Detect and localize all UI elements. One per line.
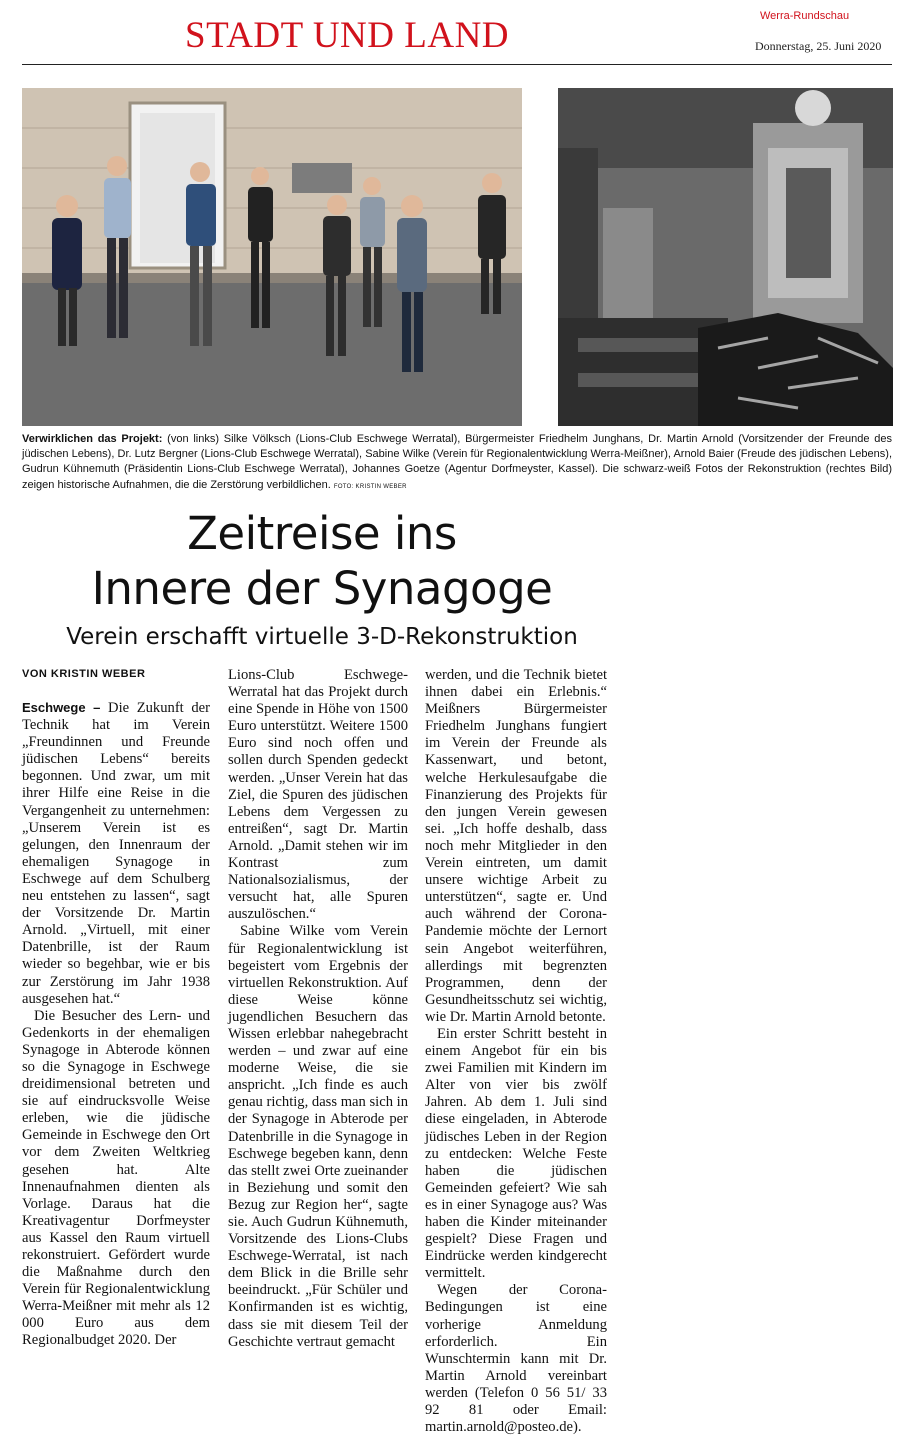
photo-credit: FOTO: KRISTIN WEBER	[333, 483, 407, 490]
paragraph-3: Sabine Wilke vom Verein für Regionalentwicklung ist begeistert vom Ergebnis der virtuellen Rekonstruktion. Auf diese Weise könne jugendlichen Besuchern das Wissen erlebbar nahegebracht werden – und zwar auf eine moderne Weise, die sie anspricht. „Ich finde es auch genau richtig, dass man sich in der Synagoge in Abterode per Datenbrille in die Synagoge in Eschwege begeben kann, denn das stellt zwei Orte zueinander in Beziehung und somit den Bezug zur Region her“, sagte sie. Auch Gudrun Kühnemuth, Vorsitzende des Lions-Clubs Eschwege-Werratal, ist nach dem Blick in die Brille sehr beeindruckt. „Für Schüler und Konfirmanden ist es wichtig, dass sie mit diesem Teil der Geschichte vertraut gemacht	[228, 923, 408, 1350]
dateline: Eschwege –	[22, 700, 101, 715]
section-title: STADT UND LAND	[185, 15, 510, 56]
article-column-1	[22, 699, 210, 1350]
photo-caption	[22, 432, 892, 495]
group-photo-illustration	[22, 88, 522, 426]
caption-text: (von links) Silke Völksch (Lions-Club Eschwege Werratal), Bürgermeister Friedhelm Junghans, Dr. Martin Arnold (Vorsitzender der Freunde des jüdischen Lebens), Dr. Lutz Bergner (Lions-Club Eschwege Werratal), Sabine Wilke (Verein für Regionalentwicklung Werra-Meißner), Arnold Baier (Freude des jüdischen Lebens), Gudrun Kühnemuth (Präsidentin Lions-Club Eschwege Werratal), Johannes Goetze (Agentur Dorfmeyster, Kassel). Die schwarz-weiß Fotos der Rekonstruktion (rechtes Bild) zeigen historische Aufnahmen, die die Zerstörung verbildlichen.	[22, 433, 892, 491]
paragraph-continued: werden, und die Technik bietet ihnen dabei ein Erlebnis.“ Meißners Bürgermeister Friedhelm Junghans fungiert im Verein der Freunde als Kassenwart, und betont, welche Herkulesaufgabe die Finanzierung des Projekts für den jungen Verein gewesen sei. „Ich hoffe deshalb, dass noch mehr Mitglieder in den Verein eintreten, um damit unsere wichtige Arbeit zu unterstützen“, sagte er. Und auch während der Corona-Pandemie möchte der Lernort sein Angebot weiterführen, allerdings mit begrenzten Programmen, denn der Gesundheitsschutz sei wichtig, wie Dr. Martin Arnold betonte.	[425, 667, 607, 1025]
caption-lead: Verwirklichen das Projekt:	[22, 433, 163, 445]
article-column-2	[228, 667, 408, 1351]
historic-synagogue-photo	[558, 88, 893, 426]
byline: VON KRISTIN WEBER	[22, 668, 146, 680]
paragraph-4: Ein erster Schritt besteht in einem Angebot für ein bis zwei Familien mit Kindern im Alter von vier bis zwölf Jahren. Ab dem 1. Juli sind diese eingeladen, in Abterode jüdisches Leben in der Region zu entdecken: Welche Feste haben die jüdischen Gemeinden gefeiert? Wie sah es in einer Synagoge aus? Was haben die Kinder miteinander gespielt? Diese Fragen und Eindrücke werden kindgerecht vermittelt.	[425, 1025, 607, 1282]
newspaper-name: Werra-Rundschau	[760, 10, 850, 22]
group-photo	[22, 88, 522, 426]
paragraph-5: Wegen der Corona-Bedingungen ist eine vorherige Anmeldung erforderlich. Ein Wunschtermin kann mit Dr. Martin Arnold vereinbart werden (Telefon 0 56 51/ 33 92 81 oder Email: martin.arnold@posteo.de).	[425, 1282, 607, 1436]
paragraph-1-text: Die Zukunft der Technik hat im Verein „Freundinnen und Freunde jüdischen Lebens“ bereits begonnen. Und zwar, um mit ihrer Hilfe eine Reise in die Vergangenheit zu unternehmen: „Unserem Verein ist es gelungen, den Innenraum der ehemaligen Synagoge in Eschwege auf dem Schulberg neu entstehen zu lassen“, sagt der Vorsitzende Dr. Martin Arnold. „Virtuell, mit einer Datenbrille, ist der Raum wieder so begehbar, wie er bis zur Zerstörung im Jahr 1938 ausgesehen hat.“	[22, 700, 210, 1007]
article-column-3	[425, 667, 607, 1436]
paragraph-2: Die Besucher des Lern- und Gedenkorts in der ehemaligen Synagoge in Abterode können so die Synagoge in Eschwege dreidimensional betreten und sie auf eindrucksvolle Weise erleben, wie die jüdische Gemeinde in Eschwege den Ort vor dem Zweiten Weltkrieg gesehen hat. Alte Innenaufnahmen dienten als Vorlage. Daraus hat die Kreativagentur Dorfmeyster aus Kassel den Raum virtuell rekonstruiert. Gefördert wurde die Maßnahme durch den Verein für Regionalentwicklung Werra-Meißner mit mehr als 12 000 Euro aus dem Regionalbudget 2020. Der	[22, 1007, 210, 1349]
headline-line-2: Innere der Synagoge	[91, 562, 553, 615]
paragraph-1	[22, 699, 210, 1008]
issue-date: Donnerstag, 25. Juni 2020	[755, 39, 882, 53]
header-rule	[22, 64, 892, 65]
article-subheadline: Verein erschafft virtuelle 3-D-Rekonstruktion	[66, 624, 578, 650]
article-headline	[22, 506, 622, 616]
paragraph-continued: Lions-Club Eschwege-Werratal hat das Projekt durch eine Spende in Höhe von 1500 Euro unterstützt. Weitere 1500 Euro sind noch offen und sollen durch Spenden gedeckt werden. „Unser Verein hat das Ziel, die Spuren des jüdischen Lebens dem Vergessen zu entreißen“, sagt Dr. Martin Arnold. „Damit stehen wir im Kontrast zum Nationalsozialismus, der versucht hat, alle Spuren auszulöschen.“	[228, 667, 408, 923]
historic-photo-illustration	[558, 88, 893, 426]
headline-line-1: Zeitreise ins	[187, 507, 457, 560]
